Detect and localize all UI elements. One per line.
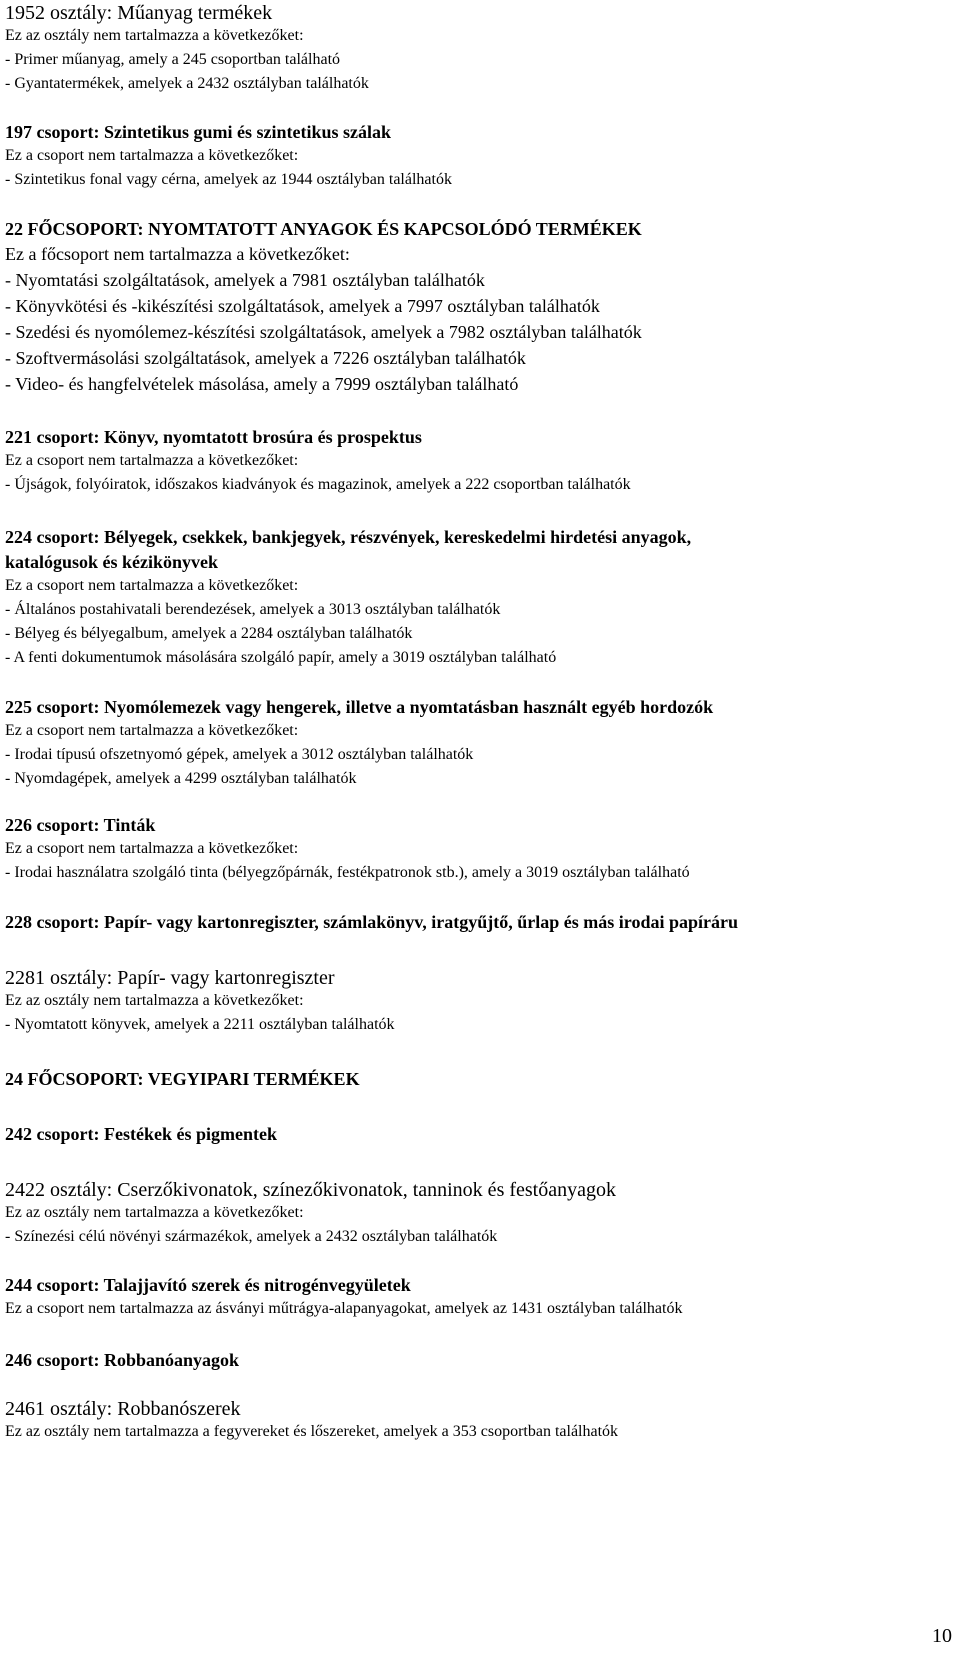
exclusion-note: Ez az osztály nem tartalmazza a fegyvereket és lőszereket, amelyek a 353 csoportban találhatók bbox=[5, 1423, 619, 1440]
exclusion-item: - Gyantatermékek, amelyek a 2432 osztályban találhatók bbox=[5, 75, 369, 92]
main-group-heading-22: 22 FŐCSOPORT: NYOMTATOTT ANYAGOK ÉS KAPCSOLÓDÓ TERMÉKEK bbox=[5, 219, 642, 239]
exclusion-item: - Nyomdagépek, amelyek a 4299 osztályban találhatók bbox=[5, 770, 357, 787]
exclusion-item: - Szintetikus fonal vagy cérna, amelyek az 1944 osztályban találhatók bbox=[5, 171, 452, 188]
exclusion-item: - Nyomtatási szolgáltatások, amelyek a 7981 osztályban találhatók bbox=[5, 270, 485, 290]
exclusion-intro: Ez a főcsoport nem tartalmazza a következőket: bbox=[5, 244, 350, 264]
exclusion-item: - A fenti dokumentumok másolására szolgáló papír, amely a 3019 osztályban található bbox=[5, 649, 557, 666]
exclusion-item: - Szedési és nyomólemez-készítési szolgáltatások, amelyek a 7982 osztályban találhatók bbox=[5, 322, 642, 342]
group-heading-244: 244 csoport: Talajjavító szerek és nitrogénvegyületek bbox=[5, 1275, 411, 1295]
group-heading-197: 197 csoport: Szintetikus gumi és szintetikus szálak bbox=[5, 122, 392, 142]
exclusion-item: - Könyvkötési és -kikészítési szolgáltatások, amelyek a 7997 osztályban találhatók bbox=[5, 296, 600, 316]
group-heading-224: 224 csoport: Bélyegek, csekkek, bankjegyek, részvények, kereskedelmi hirdetési anyagok, bbox=[5, 527, 692, 547]
group-heading-221: 221 csoport: Könyv, nyomtatott brosúra és prospektus bbox=[5, 427, 422, 447]
class-heading-2461: 2461 osztály: Robbanószerek bbox=[5, 1398, 241, 1420]
class-heading-2281: 2281 osztály: Papír- vagy kartonregiszter bbox=[5, 967, 335, 989]
exclusion-note: Ez a csoport nem tartalmazza az ásványi műtrágya-alapanyagokat, amelyek az 1431 osztályban találhatók bbox=[5, 1300, 683, 1317]
exclusion-item: - Általános postahivatali berendezések, amelyek a 3013 osztályban találhatók bbox=[5, 601, 501, 618]
exclusion-item: - Irodai használatra szolgáló tinta (bélyegzőpárnák, festékpatronok stb.), amely a 3019 osztályban található bbox=[5, 864, 690, 881]
exclusion-intro: Ez az osztály nem tartalmazza a következőket: bbox=[5, 992, 304, 1009]
group-heading-228: 228 csoport: Papír- vagy kartonregiszter, számlakönyv, iratgyűjtő, űrlap és más irodai papíráru bbox=[5, 912, 738, 932]
exclusion-intro: Ez a csoport nem tartalmazza a következőket: bbox=[5, 840, 299, 857]
exclusion-item: - Színezési célú növényi származékok, amelyek a 2432 osztályban találhatók bbox=[5, 1228, 498, 1245]
exclusion-intro: Ez az osztály nem tartalmazza a következőket: bbox=[5, 1204, 304, 1221]
exclusion-intro: Ez a csoport nem tartalmazza a következőket: bbox=[5, 452, 299, 469]
exclusion-intro: Ez a csoport nem tartalmazza a következőket: bbox=[5, 147, 299, 164]
group-heading-242: 242 csoport: Festékek és pigmentek bbox=[5, 1124, 277, 1144]
exclusion-intro: Ez az osztály nem tartalmazza a következőket: bbox=[5, 27, 304, 44]
page-number: 10 bbox=[932, 1625, 952, 1647]
class-heading-2422: 2422 osztály: Cserzőkivonatok, színezőkivonatok, tanninok és festőanyagok bbox=[5, 1179, 616, 1201]
group-heading-225: 225 csoport: Nyomólemezek vagy hengerek, illetve a nyomtatásban használt egyéb hordozók bbox=[5, 697, 714, 717]
exclusion-intro: Ez a csoport nem tartalmazza a következőket: bbox=[5, 577, 299, 594]
exclusion-item: - Nyomtatott könyvek, amelyek a 2211 osztályban találhatók bbox=[5, 1016, 395, 1033]
exclusion-item: - Irodai típusú ofszetnyomó gépek, amelyek a 3012 osztályban találhatók bbox=[5, 746, 474, 763]
exclusion-item: - Video- és hangfelvételek másolása, amely a 7999 osztályban található bbox=[5, 374, 519, 394]
exclusion-intro: Ez a csoport nem tartalmazza a következőket: bbox=[5, 722, 299, 739]
exclusion-item: - Primer műanyag, amely a 245 csoportban található bbox=[5, 51, 341, 68]
exclusion-item: - Bélyeg és bélyegalbum, amelyek a 2284 osztályban találhatók bbox=[5, 625, 413, 642]
group-heading-224-cont: katalógusok és kézikönyvek bbox=[5, 552, 219, 572]
exclusion-item: - Újságok, folyóiratok, időszakos kiadványok és magazinok, amelyek a 222 csoportban találhatók bbox=[5, 476, 631, 493]
main-group-heading-24: 24 FŐCSOPORT: VEGYIPARI TERMÉKEK bbox=[5, 1069, 360, 1089]
group-heading-246: 246 csoport: Robbanóanyagok bbox=[5, 1350, 240, 1370]
group-heading-226: 226 csoport: Tinták bbox=[5, 815, 156, 835]
class-heading-1952: 1952 osztály: Műanyag termékek bbox=[5, 2, 273, 24]
exclusion-item: - Szoftvermásolási szolgáltatások, amelyek a 7226 osztályban találhatók bbox=[5, 348, 526, 368]
